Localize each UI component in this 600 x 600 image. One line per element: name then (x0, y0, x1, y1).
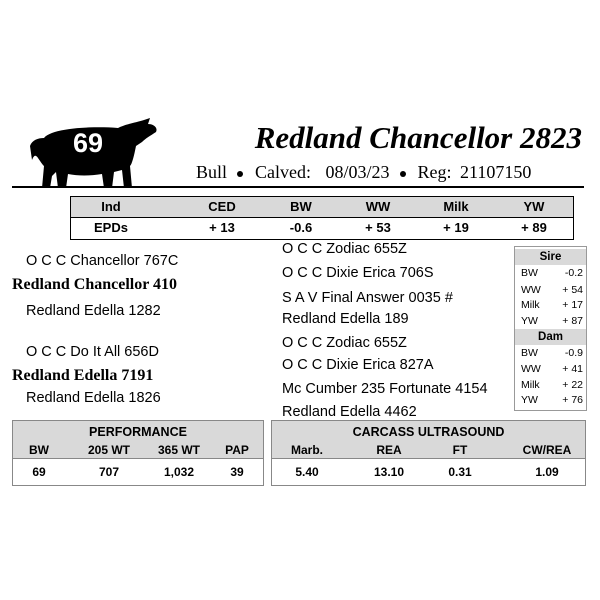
epd-yw-value: + 89 (521, 220, 547, 235)
dam-epd-key: Milk (521, 379, 540, 391)
sire-epd-row (521, 299, 583, 315)
pedigree-sire-sire: O C C Chancellor 767C (26, 253, 179, 269)
performance-205wt-value: 707 (98, 465, 120, 479)
dam-epd-value: + 76 (562, 394, 583, 406)
dam-epd-key: YW (521, 394, 538, 406)
pedigree-sire-dam: Redland Edella 1282 (26, 303, 161, 319)
dam-epd-row (521, 363, 583, 379)
carcass-ft-value: 0.31 (448, 465, 472, 479)
sire-epd-row (521, 284, 583, 300)
performance-header-365wt: 365 WT (157, 443, 200, 457)
performance-pap-value: 39 (230, 465, 244, 479)
performance-365wt-value: 1,032 (163, 465, 195, 479)
sire-epd-row (521, 267, 583, 283)
pedigree-dd-sire: Mc Cumber 235 Fortunate 4154 (282, 381, 488, 397)
sire-epd-value: + 54 (562, 284, 583, 296)
carcass-header-ft: FT (452, 443, 468, 457)
epd-header-ww: WW (365, 199, 391, 214)
epd-ww-value: + 53 (365, 220, 391, 235)
epd-header-bw: BW (290, 199, 312, 214)
pedigree-dam-dam: Redland Edella 1826 (26, 390, 161, 406)
epd-bw-value: -0.6 (289, 220, 313, 235)
carcass-cwrea-value: 1.09 (535, 465, 559, 479)
epd-value-row (71, 218, 573, 238)
epd-ced-value: + 13 (209, 220, 235, 235)
performance-bw-value: 69 (32, 465, 46, 479)
pedigree-sd-sire: S A V Final Answer 0035 # (282, 290, 453, 306)
sire-epd-key: Milk (521, 299, 540, 311)
epd-header-ind: Ind (101, 199, 121, 214)
dam-epd-row (521, 394, 583, 410)
carcass-table (271, 420, 586, 486)
lot-number: 69 (72, 128, 104, 158)
epd-header-ced: CED (208, 199, 236, 214)
sire-epd-key: WW (521, 284, 541, 296)
pedigree-dd-dam: Redland Edella 4462 (282, 404, 417, 420)
epd-header-yw: YW (523, 199, 545, 214)
pedigree-dam-sire: O C C Do It All 656D (26, 344, 159, 360)
pedigree-sire: Redland Chancellor 410 (12, 276, 178, 293)
carcass-header-rea: REA (376, 443, 402, 457)
performance-table (12, 420, 264, 486)
epd-milk-value: + 19 (443, 220, 469, 235)
carcass-header-marb: Marb. (290, 443, 323, 457)
carcass-divider (272, 458, 585, 459)
sire-dam-epd-box (514, 246, 587, 411)
pedigree-ds-dam: O C C Dixie Erica 827A (282, 357, 434, 373)
performance-title: PERFORMANCE (89, 425, 187, 439)
carcass-title: CARCASS ULTRASOUND (352, 425, 505, 439)
dam-epd-value: + 41 (562, 363, 583, 375)
epd-header-row (71, 197, 573, 217)
carcass-marb-value: 5.40 (295, 465, 319, 479)
performance-header-pap: PAP (225, 443, 249, 457)
pedigree-ss-dam: O C C Dixie Erica 706S (282, 265, 434, 281)
header-divider (12, 186, 584, 188)
dam-epd-row (521, 379, 583, 395)
epd-row-label: EPDs (94, 220, 128, 235)
sire-epd-title: Sire (515, 249, 586, 265)
reg-label: Reg: (417, 162, 452, 182)
dam-epd-row (521, 347, 583, 363)
performance-header-bw: BW (29, 443, 49, 457)
pedigree-sd-dam: Redland Edella 189 (282, 311, 409, 327)
carcass-rea-value: 13.10 (373, 465, 405, 479)
bullet-icon (237, 171, 243, 177)
dam-epd-title: Dam (515, 329, 586, 345)
bullet-icon (400, 171, 406, 177)
dam-epd-value: -0.9 (564, 347, 583, 359)
epd-header-milk: Milk (443, 199, 469, 214)
sire-epd-value: -0.2 (564, 267, 583, 279)
pedigree-ds-sire: O C C Zodiac 655Z (282, 335, 407, 351)
epd-table (70, 196, 574, 240)
dam-epd-value: + 22 (562, 379, 583, 391)
dam-epd-key: WW (521, 363, 541, 375)
sire-epd-value: + 17 (562, 299, 583, 311)
performance-header-205wt: 205 WT (87, 443, 130, 457)
calved-label: Calved: (255, 162, 312, 182)
pedigree-ss-sire: O C C Zodiac 655Z (282, 241, 407, 257)
info-line (150, 162, 570, 183)
pedigree-dam: Redland Edella 7191 (12, 367, 154, 384)
dam-epd-key: BW (521, 347, 538, 359)
animal-name: Redland Chancellor 2823 (254, 120, 582, 155)
reg-number: 21107150 (460, 162, 532, 182)
sire-epd-key: YW (521, 315, 538, 327)
performance-divider (13, 458, 263, 459)
sire-epd-value: + 87 (562, 315, 583, 327)
carcass-header-cwrea: CW/REA (522, 443, 572, 457)
sire-epd-key: BW (521, 267, 538, 279)
sex-label: Bull (196, 162, 228, 182)
calved-date: 08/03/23 (325, 162, 390, 182)
